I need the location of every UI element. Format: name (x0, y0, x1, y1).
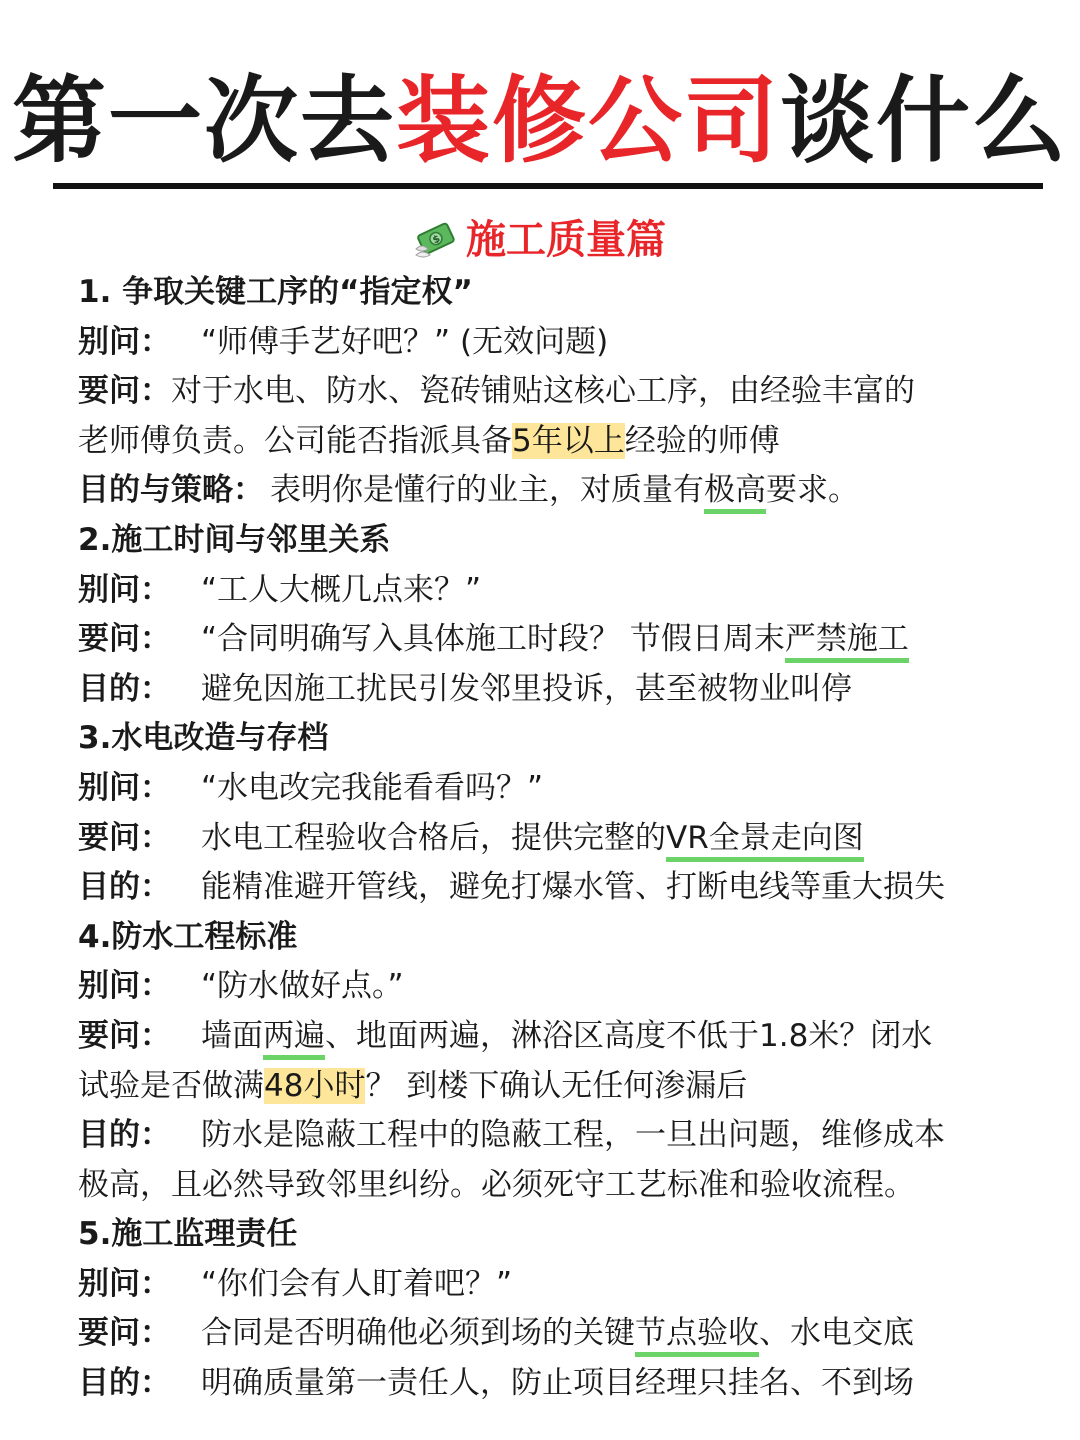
dont-ask-text: “工人大概几点来？” (201, 571, 482, 608)
item-heading: 4.防水工程标准 (78, 918, 298, 955)
dont-ask-label: 别问： (78, 1265, 171, 1302)
dont-ask-label: 别问： (78, 323, 171, 360)
should-ask-text: 试验是否做满 (78, 1067, 264, 1104)
dont-ask-line (78, 764, 1018, 814)
should-ask-text: ？ 到楼下确认无任何渗漏后 (365, 1067, 748, 1104)
goal-line (78, 1111, 1018, 1161)
goal-text: 明确质量第一责任人，防止项目经理只挂名、不到场 (201, 1365, 914, 1402)
should-ask-line (78, 814, 1018, 864)
should-ask-line (78, 1309, 1018, 1359)
money-with-wings-icon (414, 219, 456, 259)
should-ask-line-continued (78, 417, 1018, 467)
goal-label: 目的： (78, 1117, 171, 1154)
should-ask-line (78, 615, 1018, 665)
should-ask-line (78, 367, 1018, 417)
dont-ask-label: 别问： (78, 769, 171, 806)
goal-line (78, 466, 1018, 516)
dont-ask-line (78, 566, 1018, 616)
item-heading: 3.水电改造与存档 (78, 720, 329, 757)
should-ask-label: 要问： (78, 373, 171, 410)
title-part2-highlight: 装修公司 (395, 67, 780, 176)
item-heading: 1. 争取关键工序的“指定权” (78, 274, 473, 310)
title-part1: 第一次去 (11, 67, 396, 176)
goal-label: 目的： (78, 869, 171, 906)
underlined-text: 节点验收 (635, 1315, 759, 1357)
should-ask-text: 合同是否明确他必须到场的关键 (201, 1315, 635, 1352)
underlined-text: VR全景走向图 (666, 820, 864, 862)
title-part3: 谈什么 (780, 67, 1069, 176)
dont-ask-text: “防水做好点。” (201, 968, 404, 1005)
should-ask-text: 老师傅负责。公司能否指派具备 (78, 422, 512, 459)
should-ask-text: 对于水电、防水、瓷砖铺贴这核心工序，由经验丰富的 (171, 373, 915, 410)
goal-line (78, 1359, 1018, 1409)
should-ask-text: 水电工程验收合格后，提供完整的 (201, 819, 666, 856)
goal-line-continued (78, 1161, 1018, 1211)
dont-ask-text: “水电改完我能看看吗？” (201, 769, 544, 806)
should-ask-label: 要问： (78, 1017, 171, 1054)
goal-text: 避免因施工扰民引发邻里投诉，甚至被物业叫停 (201, 670, 852, 707)
dont-ask-line (78, 1260, 1018, 1310)
goal-line (78, 863, 1018, 913)
goal-text: 防水是隐蔽工程中的隐蔽工程，一旦出问题，维修成本 (201, 1117, 945, 1154)
should-ask-label: 要问： (78, 819, 171, 856)
should-ask-line-continued (78, 1062, 1018, 1112)
highlight-text: 48小时 (264, 1067, 366, 1104)
content (78, 268, 1018, 1409)
goal-label: 目的： (78, 670, 171, 707)
underlined-text: 两遍 (263, 1018, 325, 1060)
underlined-text: 极高 (704, 472, 766, 514)
highlight-text: 5年以上 (512, 422, 625, 459)
should-ask-text: 、地面两遍，淋浴区高度不低于1.8米？闭水 (325, 1017, 933, 1054)
should-ask-line (78, 1012, 1018, 1062)
dont-ask-label: 别问： (78, 968, 171, 1005)
goal-text: 能精准避开管线，避免打爆水管、打断电线等重大损失 (201, 869, 945, 906)
should-ask-text: 、水电交底 (759, 1315, 914, 1352)
goal-label: 目的： (78, 1365, 171, 1402)
should-ask-text: “合同明确写入具体施工时段？ 节假日周末 (201, 621, 785, 658)
goal-text: 极高，且必然导致邻里纠纷。必须死守工艺标准和验收流程。 (78, 1166, 915, 1203)
page-title (0, 62, 1080, 182)
should-ask-label: 要问： (78, 621, 171, 658)
item-heading: 5.施工监理责任 (78, 1216, 298, 1253)
title-divider (53, 183, 1043, 189)
section-title (0, 210, 1080, 270)
should-ask-text: 墙面 (201, 1017, 263, 1054)
dont-ask-text: “师傅手艺好吧？” (无效问题) (201, 323, 609, 360)
goal-line (78, 665, 1018, 715)
dont-ask-line (78, 962, 1018, 1012)
dont-ask-label: 别问： (78, 571, 171, 608)
should-ask-text: 经验的师傅 (624, 422, 780, 459)
dont-ask-line (78, 318, 1018, 368)
section-title-text: 施工质量篇 (466, 217, 666, 263)
svg-text:$: $ (431, 233, 443, 247)
item-heading: 2.施工时间与邻里关系 (78, 521, 391, 558)
goal-label: 目的与策略： (78, 472, 264, 509)
dont-ask-text: “你们会有人盯着吧？” (201, 1265, 513, 1302)
underlined-text: 严禁施工 (785, 621, 909, 663)
goal-text: 表明你是懂行的业主，对质量有 (270, 472, 704, 509)
goal-text: 要求。 (766, 472, 859, 509)
should-ask-label: 要问： (78, 1315, 171, 1352)
